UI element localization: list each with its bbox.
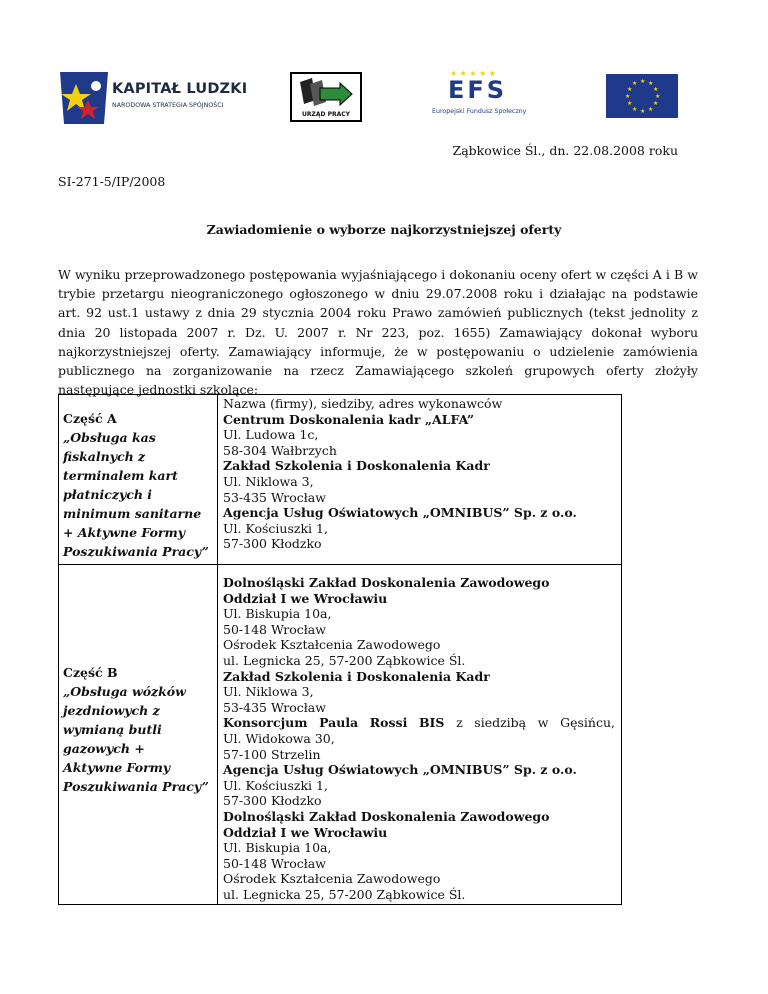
consortium-word: Rossi (369, 715, 408, 731)
contractor-address-line: ul. Legnicka 25, 57-200 Ząbkowice Śl. (223, 886, 466, 902)
contractor-name: Agencja Usług Oświatowych „OMNIBUS” Sp. z o.o. (223, 762, 577, 778)
contractor-address-line: Ul. Kościuszki 1, (223, 777, 328, 793)
consortium-word: BIS (418, 715, 445, 731)
consortium-word: z (456, 715, 463, 731)
contractor-address-line: 58-304 Wałbrzych (223, 442, 337, 458)
document-reference: SI-271-5/IP/2008 (58, 174, 166, 189)
contractor-name: Zakład Szkolenia i Doskonalenia Kadr (223, 668, 490, 684)
efs-subtitle: Europejski Fundusz Społeczny (432, 108, 527, 115)
part-a-title-line: „Obsługa kas (63, 430, 156, 445)
svg-text:★: ★ (632, 80, 638, 87)
part-a-title-line: Poszukiwania Pracy” (63, 544, 209, 559)
contractor-address-line: Ul. Kościuszki 1, (223, 520, 328, 536)
urzad-pracy-logo (290, 72, 362, 122)
contractor-address-line: ul. Legnicka 25, 57-200 Ząbkowice Śl. (223, 652, 466, 668)
svg-text:★: ★ (648, 106, 654, 113)
table-row-divider (59, 564, 621, 565)
svg-text:★: ★ (640, 108, 646, 115)
part-a-label-cell (63, 409, 209, 561)
contractor-name: Zakład Szkolenia i Doskonalenia Kadr (223, 458, 490, 474)
contractor-address-line: 50-148 Wrocław (223, 855, 326, 871)
contractor-name: Centrum Doskonalenia kadr „ALFA” (223, 411, 475, 427)
consortium-word: Konsorcjum (223, 715, 308, 731)
consortium-word: w (537, 715, 549, 731)
part-b-title-line: Poszukiwania Pracy” (63, 779, 209, 794)
part-a-contractors-cell (223, 396, 615, 552)
part-b-title-line: gazowych + (63, 741, 145, 756)
document-date: Ząbkowice Śl., dn. 22.08.2008 roku (452, 143, 678, 158)
eu-flag (606, 74, 678, 118)
part-a-title-line: płatniczych i (63, 487, 153, 502)
document-heading: Zawiadomienie o wyborze najkorzystniejszej oferty (206, 222, 562, 237)
part-b-label-cell (63, 663, 209, 796)
kapital-ludzki-emblem-icon (58, 70, 110, 126)
kapital-ludzki-title: KAPITAŁ LUDZKI (112, 81, 248, 97)
svg-text:★: ★ (653, 86, 659, 93)
contractor-name: Dolnośląski Zakład Doskonalenia Zawodowego (223, 808, 550, 824)
contractor-name: Oddział I we Wrocławiu (223, 590, 388, 606)
contractor-address-line: Ośrodek Kształcenia Zawodowego (223, 637, 441, 653)
contractor-address-line: Ul. Ludowa 1c, (223, 427, 319, 443)
eu-flag-icon (606, 74, 678, 118)
svg-text:★: ★ (655, 93, 661, 100)
contractor-address-line: 53-435 Wrocław (223, 699, 326, 715)
part-b-title-line: Aktywne Formy (63, 760, 171, 775)
svg-text:★ ★ ★ ★ ★: ★ ★ ★ ★ ★ (450, 69, 497, 78)
svg-text:★: ★ (640, 78, 646, 85)
part-a-title-line: minimum sanitarne (63, 506, 202, 521)
table-column-divider (217, 395, 218, 904)
contractor-address-line: Ul. Biskupia 10a, (223, 840, 332, 856)
contractor-address-line: 57-100 Strzelin (223, 746, 321, 762)
contractor-address-line: 57-300 Kłodzko (223, 536, 322, 552)
contractor-address-line: Ul. Niklowa 3, (223, 473, 314, 489)
svg-text:★: ★ (653, 100, 659, 107)
part-b-title-line: „Obsługa wózków (63, 684, 186, 699)
part-a-title-line: terminalem kart (63, 468, 178, 483)
contractor-address-line: Ośrodek Kształcenia Zawodowego (223, 871, 441, 887)
svg-text:★: ★ (627, 86, 633, 93)
intro-paragraph: W wyniku przeprowadzonego postępowania wyjaśniającego i dokonaniu oceny ofert w części A i B w trybie przetargu nieograniczonego ogłoszonego w dniu 29.07.2008 roku i działając na podstawie art. 92 ust.1 ustawy z dnia 29 stycznia 2004 roku Prawo zamówień publicznych (tekst jednolity z dnia 20 listopada 2007 r. Dz. U. 2007 r. Nr 223, poz. 1655) Zamawiający dokonał wyboru najkorzystniejszej oferty. Zamawiający informuje, że w postępowaniu o udzielenie zamówienia publicznego na zorganizowanie na rzecz Zamawiającego szkoleń grupowych oferty złożyły następujące jednostki szkolące: (58, 267, 698, 398)
part-a-title-line: + Aktywne Formy (63, 525, 185, 540)
contractor-name: Oddział I we Wrocławiu (223, 824, 388, 840)
part-b-label: Część B (63, 665, 118, 680)
urzad-pracy-label: URZĄD PRACY (302, 111, 350, 118)
table-header-cell: Nazwa (firmy), siedziby, adres wykonawców (223, 396, 503, 411)
part-b-title-line: wymianą butli (63, 722, 162, 737)
kapital-ludzki-subtitle: NARODOWA STRATEGIA SPÓJNOŚCI (112, 102, 224, 109)
consortium-word: siedzibą (474, 715, 527, 731)
consortium-word: Gęsińcu, (560, 715, 615, 731)
contractor-name: Agencja Usług Oświatowych „OMNIBUS” Sp. z o.o. (223, 505, 577, 521)
contractor-address-line: Ul. Widokowa 30, (223, 730, 335, 746)
part-a-label: Część A (63, 411, 117, 426)
kapital-ludzki-logo (58, 70, 248, 126)
contractor-address-line: Ul. Biskupia 10a, (223, 606, 332, 622)
contractor-address-line: Ul. Niklowa 3, (223, 684, 314, 700)
offers-table (58, 394, 622, 905)
part-b-title-line: jezdniowych z (63, 703, 160, 718)
part-b-contractors-cell (223, 575, 615, 902)
efs-logo (430, 66, 540, 122)
svg-text:★: ★ (648, 80, 654, 87)
svg-text:★: ★ (625, 93, 631, 100)
svg-text:★: ★ (632, 106, 638, 113)
consortium-word: Paula (319, 715, 359, 731)
efs-title: EFS (448, 76, 508, 104)
contractor-address-line: 57-300 Kłodzko (223, 793, 322, 809)
contractor-name: Dolnośląski Zakład Doskonalenia Zawodowego (223, 575, 550, 590)
part-a-title-line: fiskalnych z (63, 449, 146, 464)
contractor-address-line: 50-148 Wrocław (223, 621, 326, 637)
svg-text:★: ★ (627, 100, 633, 107)
contractor-address-line: 53-435 Wrocław (223, 489, 326, 505)
consortium-line (223, 715, 615, 731)
